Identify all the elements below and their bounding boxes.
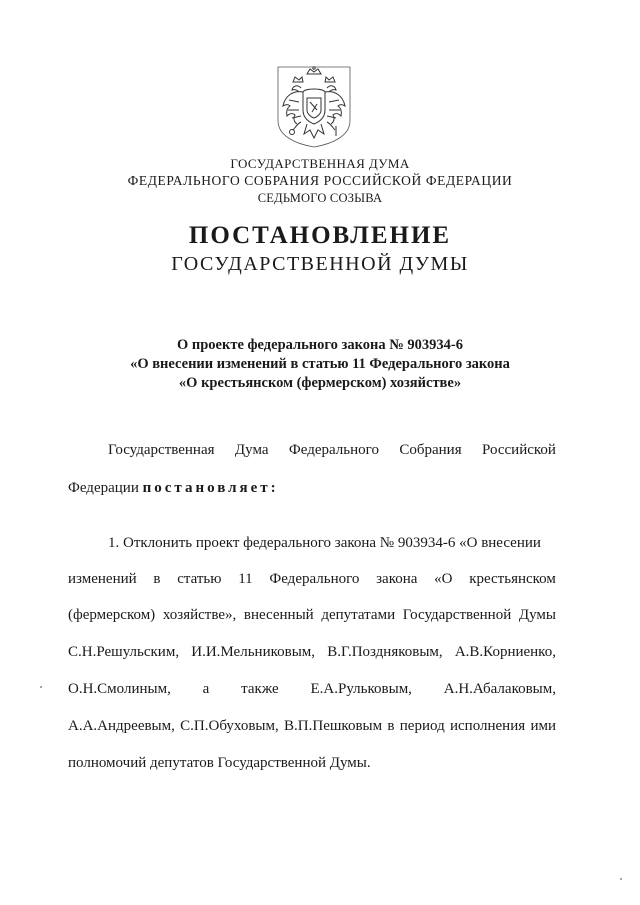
preamble-word: Собрания — [399, 442, 462, 458]
preamble-word: Федерального — [288, 442, 379, 458]
clause-word: 11 — [238, 571, 253, 587]
deputy-name: О.Н.Смолиным, — [68, 681, 171, 697]
scan-speck — [40, 686, 42, 688]
scan-speck — [620, 878, 622, 880]
clause-word: Федерального — [269, 571, 360, 587]
clause-word: изменений — [68, 571, 137, 587]
clause-1-line-4 — [68, 644, 556, 661]
clause-word: а — [202, 681, 210, 697]
clause-word: «О — [434, 571, 453, 587]
clause-word: статью — [177, 571, 222, 587]
document-type-title: ПОСТАНОВЛЕНИЕ — [188, 222, 452, 249]
subject-line-2: «О внесении изменений в статью 11 Федерального закона — [130, 356, 510, 372]
subject-line-1: О проекте федерального закона № 903934-6 — [176, 337, 464, 353]
clause-1-line-3: (фермерском) хозяйстве», внесенный депутатами Государственной Думы — [68, 607, 556, 623]
clause-word: в — [153, 571, 161, 587]
decree-verb: постановляет: — [142, 480, 279, 496]
clause-1-line-6: А.А.Андреевым, С.П.Обуховым, В.П.Пешковым в период исполнения ими — [68, 718, 556, 734]
clause-word: закона — [376, 571, 418, 587]
clause-1-line-1: 1. Отклонить проект федерального закона № 903934-6 «О внесении — [108, 535, 541, 551]
preamble-word: Российской — [482, 442, 556, 458]
preamble-word: Дума — [234, 442, 269, 458]
deputy-name: В.Г.Поздняковым, — [327, 644, 443, 660]
deputy-name: И.И.Мельниковым, — [191, 644, 316, 660]
preamble-word: Федерации — [68, 480, 139, 496]
convocation-line: СЕДЬМОГО СОЗЫВА — [257, 191, 383, 205]
clause-word: также — [241, 681, 279, 697]
clause-word: крестьянском — [469, 571, 556, 587]
document-issuer-title: ГОСУДАРСТВЕННОЙ ДУМЫ — [171, 253, 469, 275]
clause-1-line-7: полномочий депутатов Государственной Думы. — [68, 755, 371, 771]
preamble-word: Государственная — [108, 442, 215, 458]
deputy-name: С.Н.Решульским, — [68, 644, 180, 660]
deputy-name: Е.А.Рульковым, — [310, 681, 412, 697]
org-name-line-2: ФЕДЕРАЛЬНОГО СОБРАНИЯ РОССИЙСКОЙ ФЕДЕРАЦИИ — [127, 173, 513, 188]
deputy-name: А.В.Корниенко, — [454, 644, 556, 660]
subject-line-3: «О крестьянском (фермерском) хозяйстве» — [178, 375, 462, 391]
clause-1-line-2 — [68, 571, 556, 588]
deputy-name: А.Н.Абалаковым, — [443, 681, 556, 697]
preamble-line-2 — [68, 480, 279, 497]
coat-of-arms-emblem-icon — [277, 66, 351, 148]
preamble-line-1 — [108, 442, 556, 459]
clause-1-line-5 — [68, 681, 556, 698]
org-name-line-1: ГОСУДАРСТВЕННАЯ ДУМА — [230, 156, 410, 171]
